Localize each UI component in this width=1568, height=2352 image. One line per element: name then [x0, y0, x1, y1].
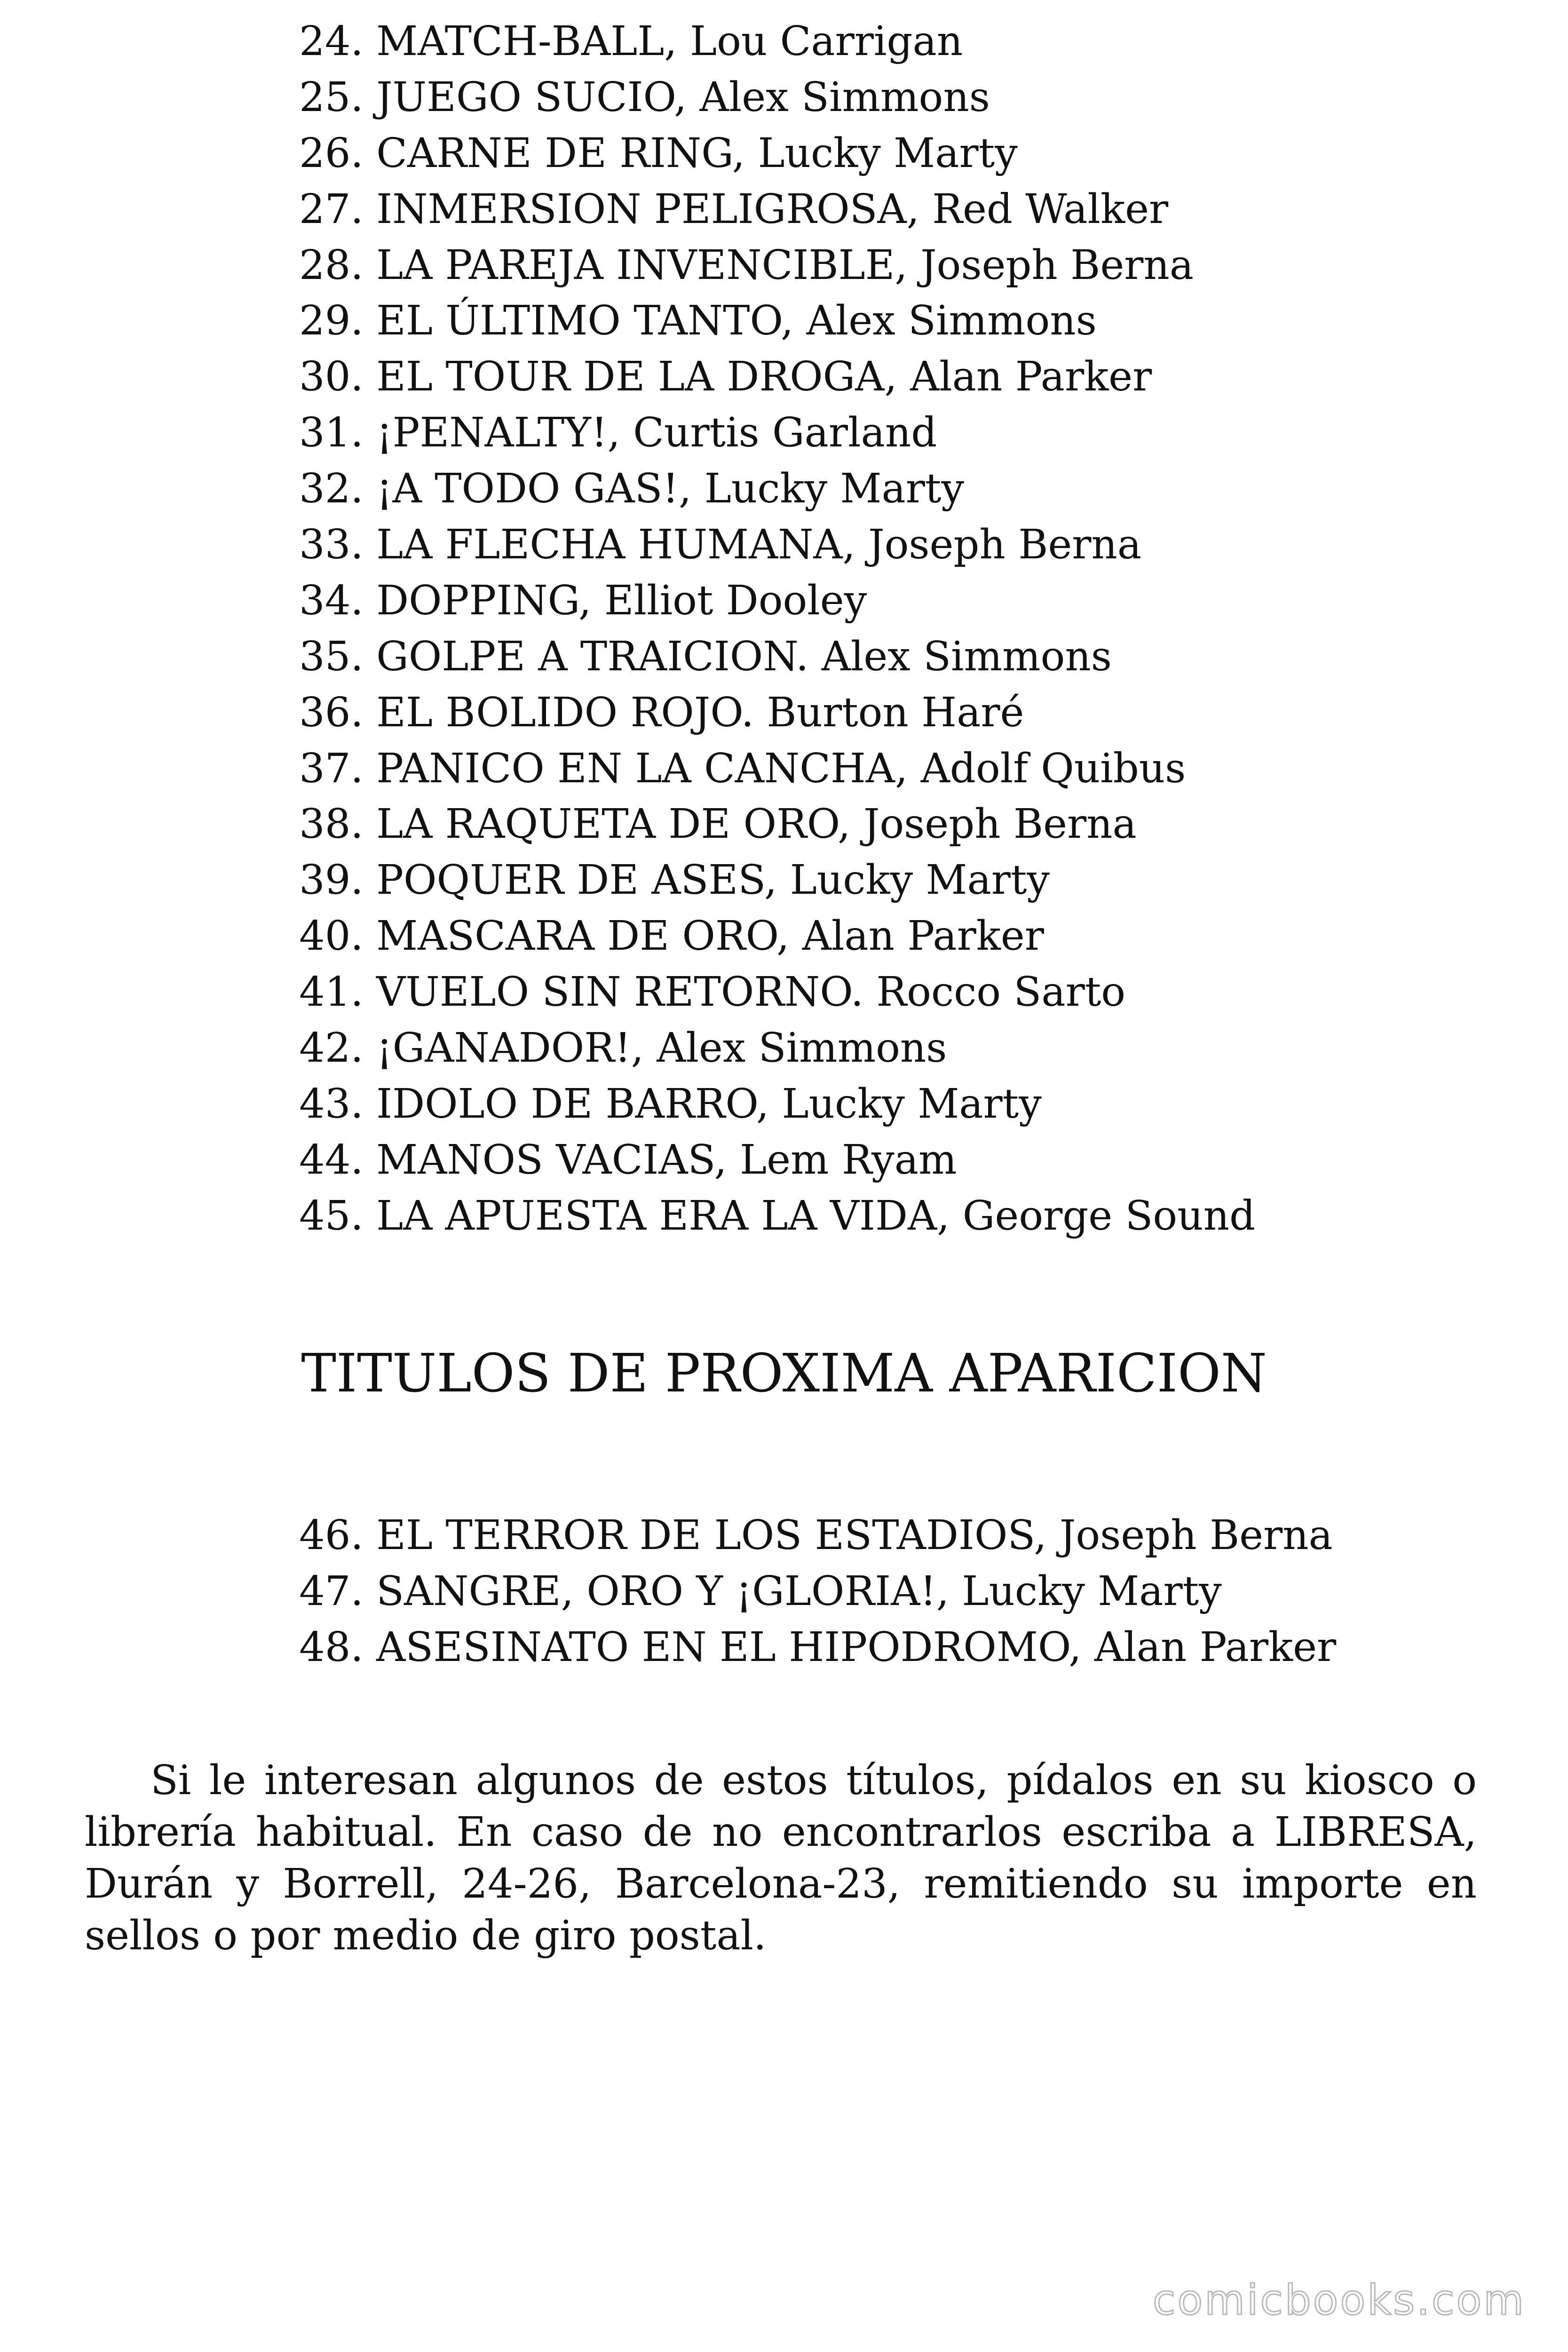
list-item: 37. PANICO EN LA CANCHA, Adolf Quibus: [299, 745, 1186, 792]
list-item: 42. ¡GANADOR!, Alex Simmons: [299, 1025, 947, 1072]
list-item: 47. SANGRE, ORO Y ¡GLORIA!, Lucky Marty: [299, 1567, 1222, 1615]
upcoming-titles-list: [299, 1508, 1336, 1676]
list-item: 31. ¡PENALTY!, Curtis Garland: [299, 409, 937, 457]
list-item: 25. JUEGO SUCIO, Alex Simmons: [299, 73, 990, 121]
list-item: 28. LA PAREJA INVENCIBLE, Joseph Berna: [299, 241, 1194, 289]
list-item: 24. MATCH-BALL, Lou Carrigan: [299, 18, 963, 65]
list-item: 33. LA FLECHA HUMANA, Joseph Berna: [299, 521, 1142, 569]
list-item: 43. IDOLO DE BARRO, Lucky Marty: [299, 1080, 1042, 1128]
list-item: 38. LA RAQUETA DE ORO, Joseph Berna: [299, 801, 1137, 848]
list-item: 41. VUELO SIN RETORNO. Rocco Sarto: [299, 969, 1126, 1016]
list-item: 35. GOLPE A TRAICION. Alex Simmons: [299, 633, 1112, 680]
list-item: 30. EL TOUR DE LA DROGA, Alan Parker: [299, 353, 1152, 401]
list-item: 26. CARNE DE RING, Lucky Marty: [299, 129, 1018, 177]
list-item: 29. EL ÚLTIMO TANTO, Alex Simmons: [299, 297, 1097, 345]
list-item: 36. EL BOLIDO ROJO. Burton Haré: [299, 689, 1024, 736]
list-item: 48. ASESINATO EN EL HIPODROMO, Alan Parker: [299, 1623, 1337, 1671]
list-item: 44. MANOS VACIAS, Lem Ryam: [299, 1136, 957, 1184]
list-item: 40. MASCARA DE ORO, Alan Parker: [299, 913, 1044, 960]
published-titles-list: [299, 14, 1255, 1244]
list-item: 39. POQUER DE ASES, Lucky Marty: [299, 857, 1050, 904]
list-item: 27. INMERSION PELIGROSA, Red Walker: [299, 185, 1169, 233]
site-watermark: comicbooks.com: [1152, 2276, 1526, 2324]
list-item: 45. LA APUESTA ERA LA VIDA, George Sound: [299, 1192, 1256, 1240]
list-item: 34. DOPPING, Elliot Dooley: [299, 577, 867, 624]
list-item: 46. EL TERROR DE LOS ESTADIOS, Joseph Berna: [299, 1512, 1333, 1559]
ordering-notice: Si le interesan algunos de estos títulos, pídalos en su kiosco o librería habitual. En caso de no encontrarlos escriba a LIBRESA, Durán y Borrell, 24-26, Barcelona-23, remitiendo su importe en sellos o por medio de giro postal.: [85, 1757, 1477, 1959]
list-item: 32. ¡A TODO GAS!, Lucky Marty: [299, 465, 965, 513]
upcoming-titles-heading: TITULOS DE PROXIMA APARICION: [301, 1343, 1267, 1404]
